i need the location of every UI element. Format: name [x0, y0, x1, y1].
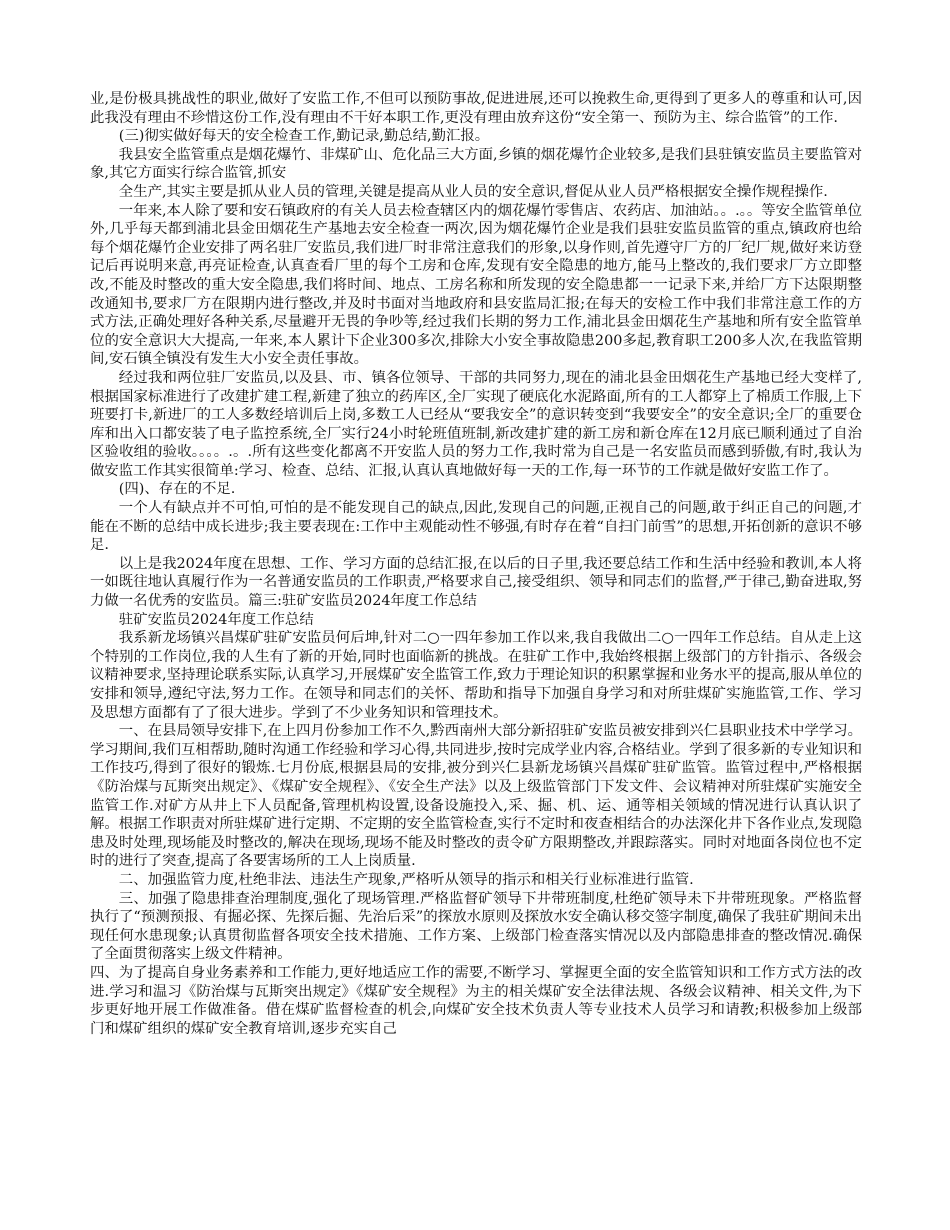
paragraph: 一、在县局领导安排下,在上四月份参加工作不久,黔西南州大部分新招驻矿安监员被安排到兴仁县职业技术中学学习。学习期间,我们互相帮助,随时沟通工作经验和学习心得,共同进步,按时完成学业内容,合格结业。学到了很多新的专业知识和工作技巧,得到了很好的锻炼.七月份底,根据县局的安排,被分到兴仁县新龙场镇兴昌煤矿驻矿监管。监管过程中,严格根据《防治煤与瓦斯突出规定》、《煤矿安全规程》、《安全生产法》以及上级监管部门下发文件、会议精神对所驻煤矿实施安全监管工作.对矿方从井上下人员配备,管理机构设置,设备设施投入,采、掘、机、运、通等相关领域的情况进行认真认识了解。根据工作职责对所驻煤矿进行定期、不定期的安全监管检查,实行不定时和夜查相结合的办法深化井下各作业点,发现隐患及时处理,现场能及时整改的,解决在现场,现场不能及时整改的责令矿方限期整改,并跟踪落实。同时对地面各岗位也不定时的进行了突查,提高了各要害场所的工人上岗质量.	[90, 723, 862, 870]
paragraph: (三)彻实做好每天的安全检查工作,勤记录,勤总结,勤汇报。	[118, 128, 490, 145]
paragraph: 经过我和两位驻厂安监员,以及县、市、镇各位领导、干部的共同努力,现在的浦北县金田烟花生产基地已经大变样了,根据国家标准进行了改建扩建工程,新建了独立的药库区,全厂实现了硬底化水泥路面,所有的工人都穿上了棉质工作服,上下班要打卡,新进厂的工人多数经培训后上岗,多数工人已经从“要我安全”的意识转变到“我要安全”的安全意识;全厂的重要仓库和出入口都安装了电子监控系统,全厂实行24小时轮班值班制,新改建扩建的新工房和新仓库在12月底已顺利通过了自治区验收组的验收。。。。.。.所有这些变化都离不开安监人员的努力工作,我时常为自己是一名安监员而感到骄傲,有时,我认为做安监工作其实很简单:学习、检查、总结、汇报,认真认真地做好每一天的工作,每一环节的工作就是做好安监工作了。	[90, 369, 862, 479]
paragraph: 我系新龙场镇兴昌煤矿驻矿安监员何后坤,针对二○一四年参加工作以来,我自我做出二○一四年工作总结。自从走上这个特别的工作岗位,我的人生有了新的开始,同时也面临新的挑战。在驻矿工作中,我始终根据上级部门的方针指示、各级会议精神要求,坚持理论联系实际,认真学习,开展煤矿安全监管工作,致力于理论知识的积累掌握和业务水平的提高,服从单位的安排和领导,遵纪守法,努力工作。在领导和同志们的关怀、帮助和指导下加强自身学习和对所驻煤矿实施监管,工作、学习及思想方面都有了了很大进步。学到了不少业务知识和管理技术。	[90, 630, 862, 721]
paragraph: (四)、存在的不足.	[118, 481, 236, 498]
paragraph: 二、加强监管力度,杜绝非法、违法生产现象,严格听从领导的指示和相关行业标准进行监管.	[118, 871, 694, 888]
paragraph: 以上是我2024年度在思想、工作、学习方面的总结汇报,在以后的日子里,我还要总结工作和生活中经验和教训,本人将一如既往地认真履行作为一名普通安监员的工作职责,严格要求自己,接受组织、领导和同志们的监督,严于律己,勤奋进取,努力做一名优秀的安监员。篇三:驻矿安监员2024年度工作总结	[90, 555, 862, 610]
paragraph: 三、加强了隐患排查治理制度,强化了现场管理.严格监督矿领导下井带班制度,杜绝矿领导未下井带班现象。严格监督执行了“预测预报、有掘必探、先探后掘、先治后采”的探放水原则及探放水安全确认移交签字制度,确保了我驻矿期间未出现任何水患现象;认真贯彻监督各项安全技术措施、工作方案、上级部门检查落实情况以及内部隐患排查的整改情况.确保了全面贯彻落实上级文件精神。	[90, 890, 862, 963]
paragraph: 一年来,本人除了要和安石镇政府的有关人员去检查辖区内的烟花爆竹零售店、农药店、加油站。。.。。等安全监管单位外,几乎每天都到浦北县金田烟花生产基地去安全检查一两次,因为烟花爆竹企业是我们县驻安监员监管的重点,镇政府也给每个烟花爆竹企业安排了两名驻厂安监员,我们进厂时非常注意我们的形象,以身作则,首先遵守厂方的厂纪厂规,做好来访登记后再说明来意,再亮证检查,认真查看厂里的每个工房和仓库,发现有安全隐患的地方,能马上整改的,我们要求厂方立即整改,不能及时整改的重大安全隐患,我们将时间、地点、工房名称和所发现的安全隐患都一一记录下来,并给厂方下达限期整改通知书,要求厂方在限期内进行整改,并及时书面对当地政府和县安监局汇报;在每天的安检工作中我们非常注意工作的方式方法,正确处理好各种关系,尽量避开无畏的争吵等,经过我们长期的努力工作,浦北县金田烟花生产基地和所有安全监管单位的安全意识大大提高,一年来,本人累计下企业300多次,排除大小安全事故隐患200多起,教育职工200多人次,在我监管期间,安石镇全镇没有发生大小安全责任事故。	[90, 202, 862, 368]
paragraph: 驻矿安监员2024年度工作总结	[118, 611, 314, 628]
paragraph: 一个人有缺点并不可怕,可怕的是不能发现自己的缺点,因此,发现自己的问题,正视自己的问题,敢于纠正自己的问题,才能在不断的总结中成长进步;我主要表现在:工作中主观能动性不够强,有时存在着“自扫门前雪”的思想,开拓创新的意识不够足.	[90, 500, 862, 554]
paragraph: 四、为了提高自身业务素养和工作能力,更好地适应工作的需要,不断学习、掌握更全面的安全监管知识和工作方式方法的改进.学习和温习《防治煤与瓦斯突出规定》《煤矿安全规程》为主的相关煤矿安全法律法规、各级会议精神、相关文件,为下步更好地开展工作做准备。借在煤矿监督检查的机会,向煤矿安全技术负责人等专业技术人员学习和请教;积极参加上级部门和煤矿组织的煤矿安全教育培训,逐步充实自己	[90, 964, 862, 1037]
paragraph: 业,是份极具挑战性的职业,做好了安监工作,不但可以预防事故,促进进展,还可以挽救生命,更得到了更多人的尊重和认可,因此我没有理由不珍惜这份工作,没有理由不干好本职工作,更没有理由放弃这份“安全第一、预防为主、综合监管”的工作.	[90, 91, 862, 126]
paragraph: 全生产,其实主要是抓从业人员的管理,关键是提高从业人员的安全意识,督促从业人员严格根据安全操作规程操作.	[118, 183, 828, 200]
paragraph: 我县安全监管重点是烟花爆竹、非煤矿山、危化品三大方面,乡镇的烟花爆竹企业较多,是我们县驻镇安监员主要监管对象,其它方面实行综合监管,抓安	[90, 146, 862, 182]
